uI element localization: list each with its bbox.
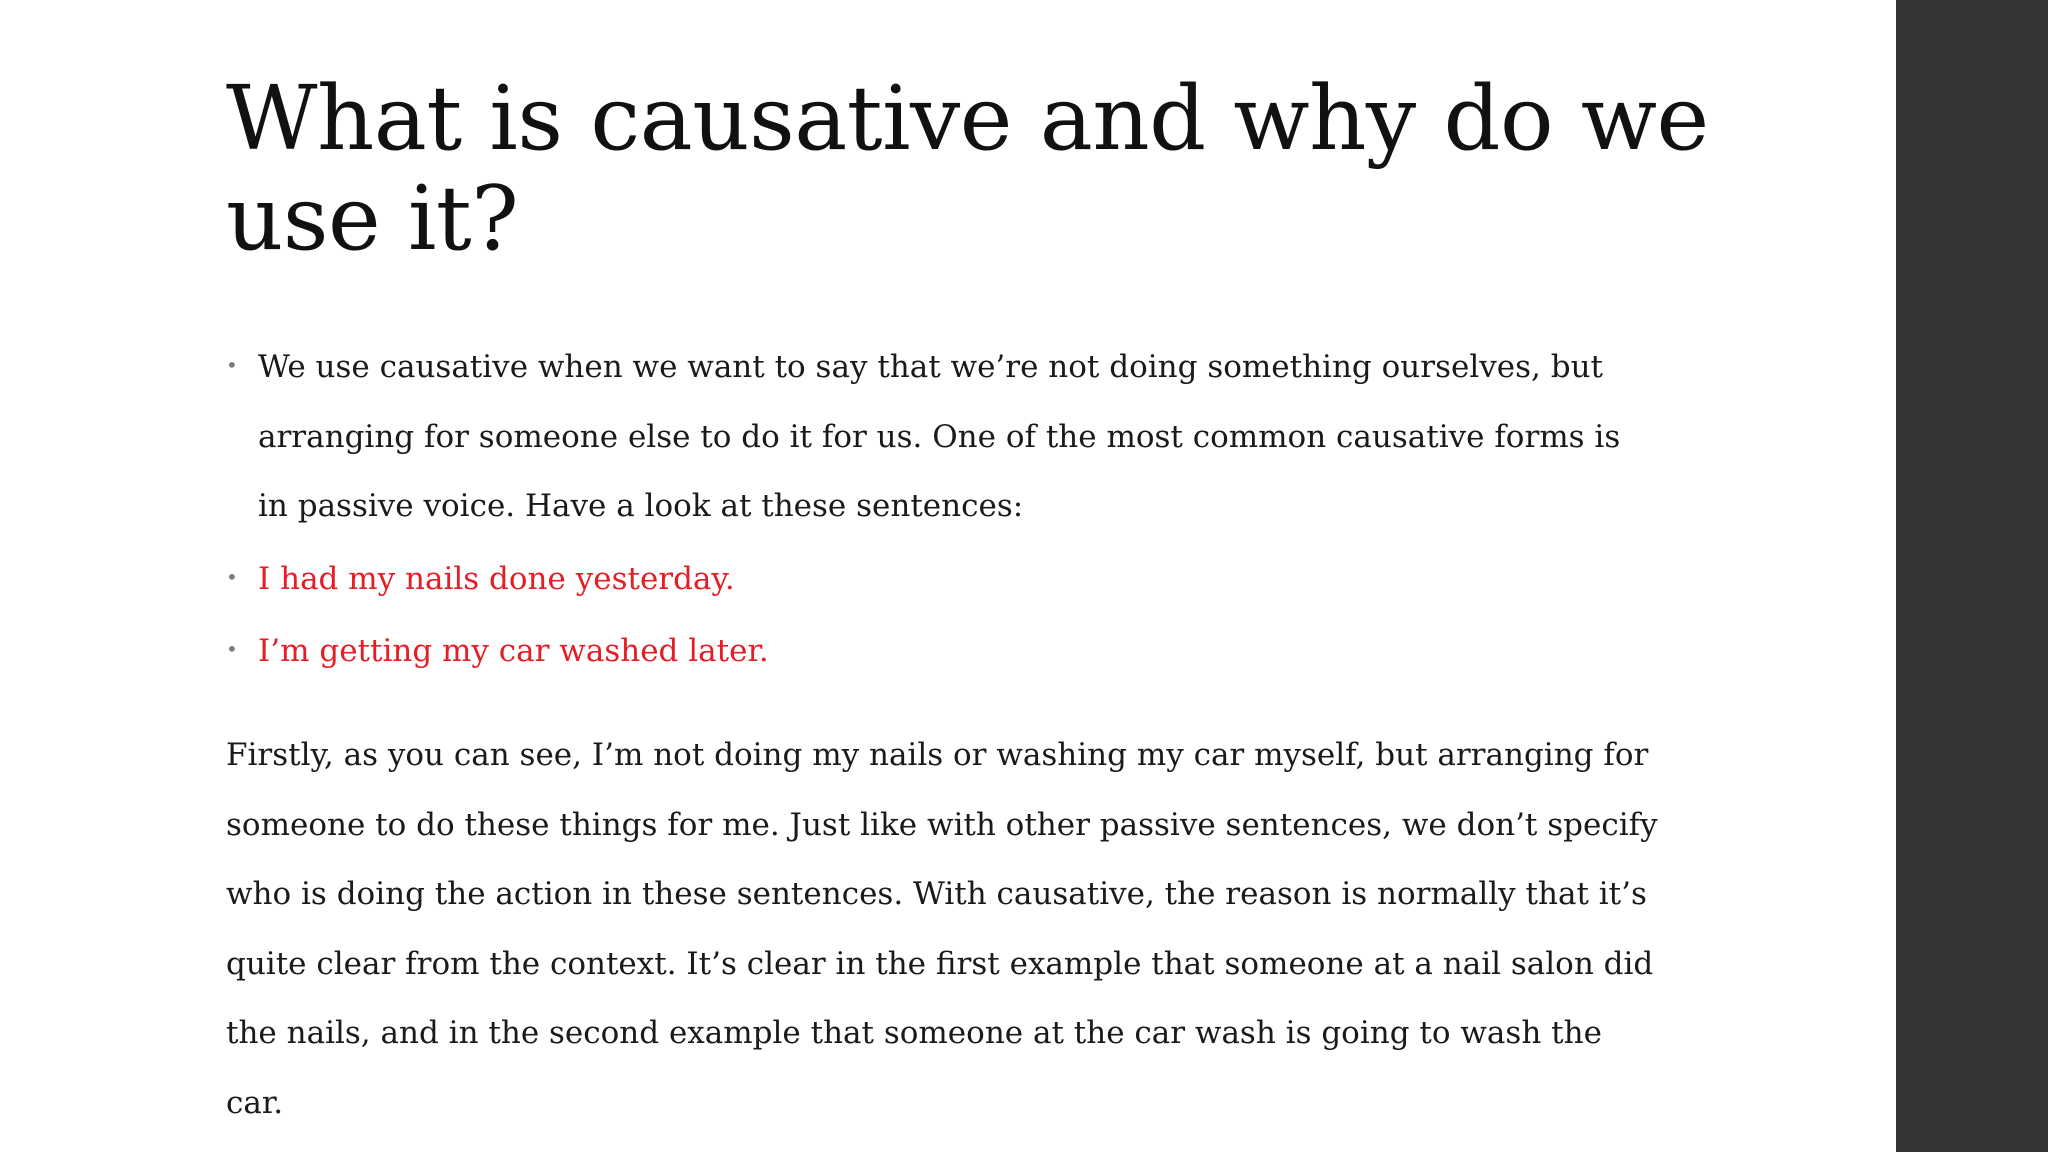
example-sentence: I had my nails done yesterday. (258, 560, 735, 597)
bullet-item-intro (226, 333, 1646, 542)
slide-title: What is causative and why do we use it? (226, 66, 1709, 270)
bullet-item-example-nails (226, 545, 1646, 615)
bullet-icon: • (226, 637, 238, 661)
bullet-item-example-car (226, 617, 1646, 687)
example-sentence: I’m getting my car washed later. (258, 633, 769, 669)
explanation-paragraph: Firstly, as you can see, I’m not doing my nails or washing my car myself, but arranging for someone to do these things for me. Just like with other passive sentences, we don’t specify who is doing the action in these sentences. With causative, the reason is normally that it’s quite clear from the context. It’s clear in the first example that someone at a nail salon did the nails, and in the second example that someone at the car wash is going to wash the car. (226, 737, 1658, 1121)
bullet-icon: • (226, 564, 238, 589)
sidebar-panel (1896, 0, 2048, 1152)
bullet-icon: • (226, 353, 238, 377)
bullet-list (226, 333, 1646, 690)
bullet-text: We use causative when we want to say that we’re not doing something ourselves, but arranging for someone else to do it for us. One of the most common causative forms is in passive voice. Have a look at these sentences: (258, 349, 1621, 524)
